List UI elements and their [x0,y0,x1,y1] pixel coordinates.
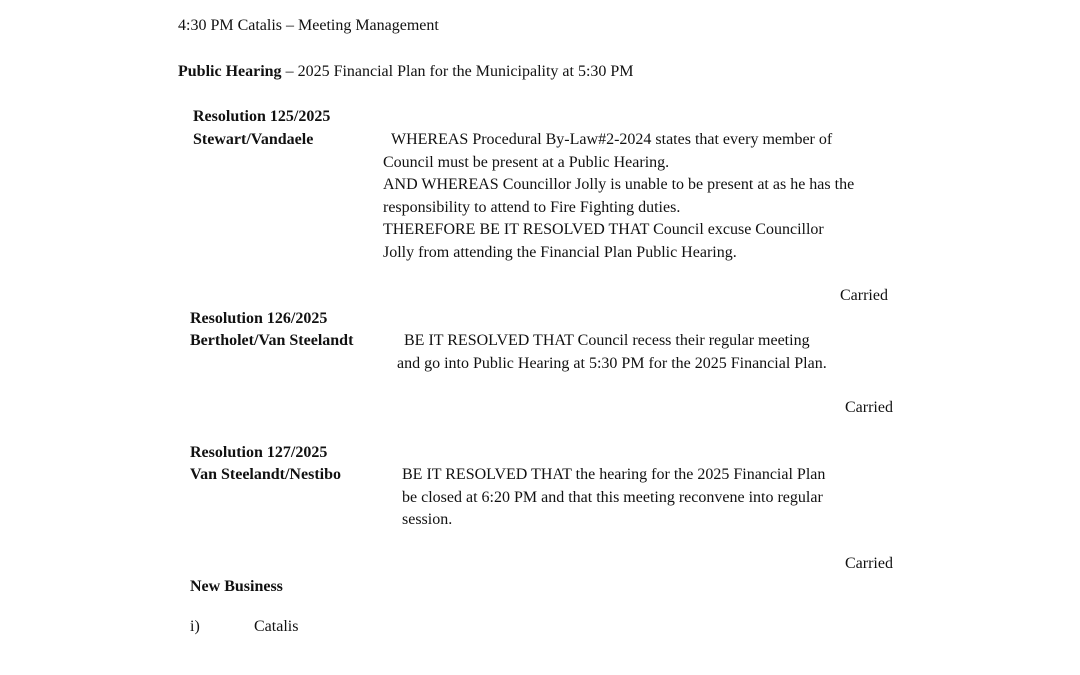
resolution-line: AND WHEREAS Councillor Jolly is unable to be present at as he has the [383,176,855,193]
resolution-number: Resolution 125/2025 [193,108,331,125]
resolution-line: and go into Public Hearing at 5:30 PM for the 2025 Financial Plan. [397,354,827,372]
resolution-line: Jolly from attending the Financial Plan Public Hearing. [383,243,737,261]
list-marker: i) [190,618,200,635]
resolution-status: Carried [840,287,888,304]
resolution-movers: Van Steelandt/Nestibo [190,466,341,483]
resolution-body [402,464,825,532]
resolution-status: Carried [845,555,893,572]
resolution-line: responsibility to attend to Fire Fighting duties. [383,198,681,216]
new-business-heading: New Business [190,578,283,595]
resolution-line: be closed at 6:20 PM and that this meeting reconvene into regular [402,488,823,506]
resolution-status: Carried [845,399,893,416]
resolution-body [383,129,854,264]
resolution-line: Council must be present at a Public Hearing. [383,153,670,171]
resolution-movers: Stewart/Vandaele [193,131,314,148]
resolution-line: BE IT RESOLVED THAT Council recess their regular meeting [404,332,810,349]
resolution-movers: Bertholet/Van Steelandt [190,332,354,349]
resolution-body [397,330,827,375]
meeting-agenda-item-header: 4:30 PM Catalis – Meeting Management [178,17,439,34]
public-hearing-label: Public Hearing [178,63,282,80]
resolution-line: THEREFORE BE IT RESOLVED THAT Council excuse Councillor [383,221,824,238]
resolution-line: BE IT RESOLVED THAT the hearing for the 2025 Financial Plan [402,466,826,483]
public-hearing-text: – 2025 Financial Plan for the Municipality at 5:30 PM [281,63,634,80]
resolution-line: WHEREAS Procedural By-Law#2-2024 states that every member of [391,131,833,148]
public-hearing-line [178,61,634,83]
resolution-number: Resolution 126/2025 [190,310,328,327]
resolution-line: session. [402,511,453,528]
resolution-number: Resolution 127/2025 [190,444,328,461]
new-business-item-label: Catalis [254,618,299,635]
